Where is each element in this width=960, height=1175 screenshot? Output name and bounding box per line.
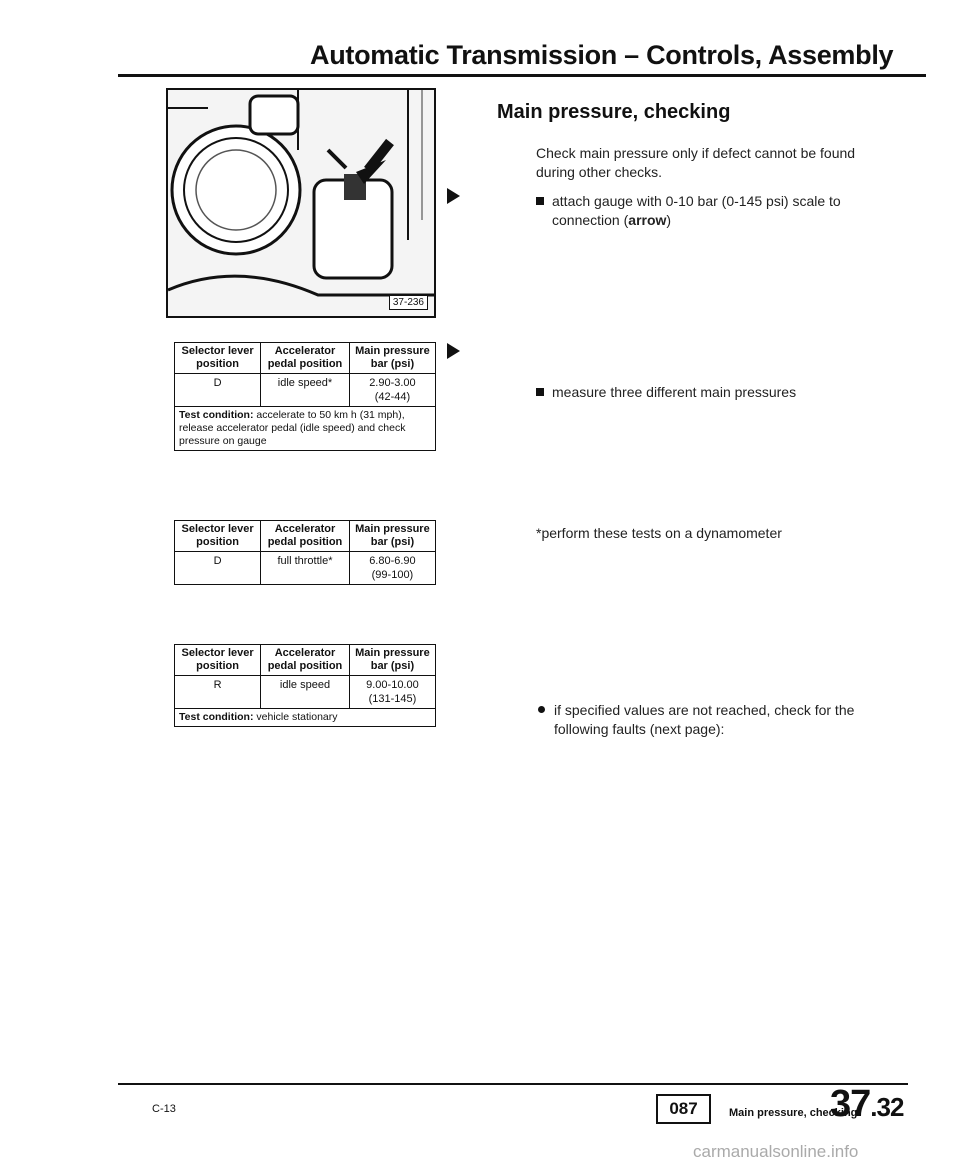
pressure-bar: 9.00-10.00 [366, 679, 419, 691]
dyno-note: *perform these tests on a dynamometer [536, 525, 782, 541]
cell-selector: R [175, 676, 261, 709]
header-pressure: Main pressure bar (psi) [349, 343, 435, 374]
step-attach-bold: arrow [628, 212, 667, 228]
header-rule [118, 74, 926, 77]
spec-table-1 [174, 342, 436, 451]
spec-table-2 [174, 520, 436, 585]
test-condition-text: vehicle stationary [256, 711, 338, 723]
section-minor: .32 [870, 1092, 904, 1122]
page-number-box: 087 [656, 1094, 711, 1124]
arrow-right-icon [447, 188, 460, 204]
header-pedal: Accelerator pedal position [261, 645, 350, 676]
test-condition [175, 709, 436, 727]
test-condition-text: accelerate to 50 km h (31 mph), release accelerator pedal (idle speed) and check pressure on gauge [179, 409, 406, 447]
spec-table-3 [174, 644, 436, 727]
pressure-psi: (131-145) [368, 693, 417, 705]
test-condition-label: Test condition: [179, 711, 254, 723]
header-pressure: Main pressure bar (psi) [349, 521, 435, 552]
transmission-drawing [168, 90, 434, 316]
header-pedal: Accelerator pedal position [261, 343, 350, 374]
cell-pressure [349, 676, 435, 709]
transmission-figure [166, 88, 436, 318]
test-condition [175, 407, 436, 451]
step-attach-end: ) [666, 212, 672, 228]
pressure-bar: 6.80-6.90 [369, 555, 416, 567]
watermark: carmanualsonline.info [693, 1142, 859, 1161]
step-check-faults: if specified values are not reached, check for the following faults (next page): [536, 701, 889, 739]
test-condition-label: Test condition: [179, 409, 254, 421]
arrow-right-icon [447, 343, 460, 359]
cell-selector: D [175, 374, 261, 407]
header-pedal: Accelerator pedal position [261, 521, 350, 552]
section-heading: Main pressure, checking [497, 101, 731, 123]
pressure-psi: (42-44) [374, 391, 411, 403]
section-major: 37 [830, 1083, 871, 1125]
pressure-psi: (99-100) [371, 569, 414, 581]
header-selector: Selector lever position [175, 521, 261, 552]
page-title: Automatic Transmission – Controls, Assembly [310, 40, 894, 70]
cell-pressure [349, 552, 435, 585]
footer-rule [118, 1083, 908, 1085]
step-attach-gauge [536, 192, 872, 230]
footer-description: Main pressure, checking [729, 1107, 858, 1119]
figure-label: 37-236 [389, 295, 428, 310]
page-code: C-13 [152, 1103, 176, 1115]
step-attach-text: attach gauge with 0-10 bar (0-145 psi) scale to connection ( [552, 193, 841, 228]
cell-pedal: idle speed [261, 676, 350, 709]
cell-pressure [349, 374, 435, 407]
header-selector: Selector lever position [175, 645, 261, 676]
cell-pedal: idle speed* [261, 374, 350, 407]
cell-selector: D [175, 552, 261, 585]
cell-pedal: full throttle* [261, 552, 350, 585]
header-selector: Selector lever position [175, 343, 261, 374]
pressure-bar: 2.90-3.00 [369, 377, 416, 389]
header-pressure: Main pressure bar (psi) [349, 645, 435, 676]
intro-text: Check main pressure only if defect cannot be found during other checks. [536, 145, 856, 180]
section-number [830, 1083, 903, 1126]
step-measure: measure three different main pressures [536, 383, 872, 402]
